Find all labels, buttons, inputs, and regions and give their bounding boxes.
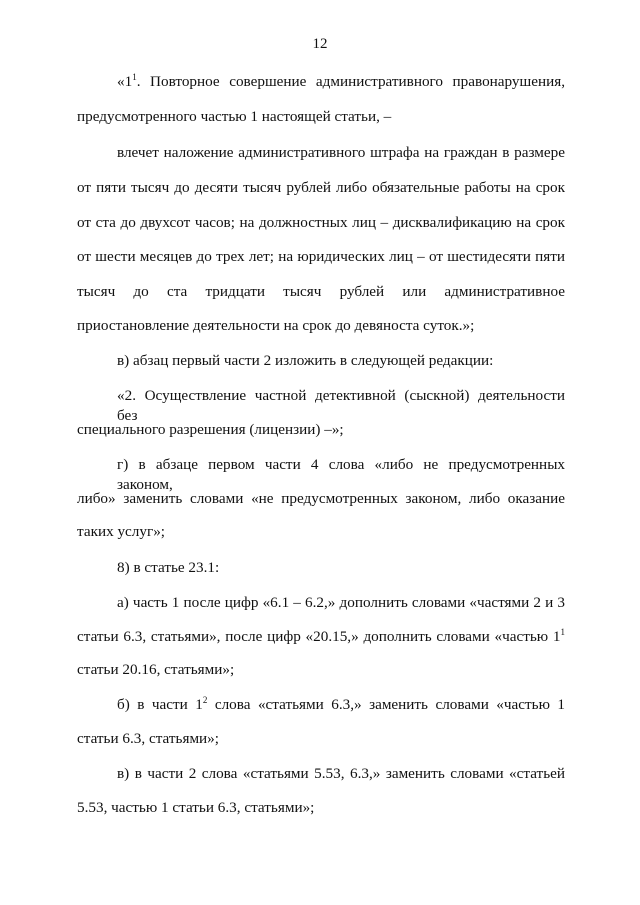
superscript: 1 bbox=[560, 626, 565, 637]
paragraph-line: а) часть 1 после цифр «6.1 – 6.2,» дополнить словами «частями 2 и 3 bbox=[117, 594, 565, 611]
paragraph-line: г) в абзаце первом части 4 слова «либо не предусмотренных законом, bbox=[117, 456, 565, 493]
superscript: 2 bbox=[202, 694, 208, 705]
paragraph-line: 8) в статье 23.1: bbox=[117, 559, 220, 576]
paragraph-line: от ста до двухсот часов; на должностных лиц – дисквалификацию на срок bbox=[77, 214, 565, 231]
paragraph-line: таких услуг»; bbox=[77, 523, 166, 540]
paragraph-line: специального разрешения (лицензии) –»; bbox=[77, 421, 344, 438]
paragraph-line: 5.53, частью 1 статьи 6.3, статьями»; bbox=[77, 799, 315, 816]
paragraph-line: в) абзац первый части 2 изложить в следующей редакции: bbox=[117, 352, 494, 369]
paragraph-line: «$1^1$. Повторное совершение административного правонарушения, bbox=[117, 71, 565, 90]
paragraph-line: либо» заменить словами «не предусмотренных законом, либо оказание bbox=[77, 490, 565, 507]
paragraph-line: «2. Осуществление частной детективной (сыскной) деятельности без bbox=[117, 387, 565, 424]
paragraph-line: статьи 6.3, статьями»; bbox=[77, 730, 219, 747]
superscript: 1 bbox=[132, 71, 137, 82]
page-number: 12 bbox=[312, 36, 328, 52]
paragraph-line: тысяч до ста тридцати тысяч рублей или административное bbox=[77, 283, 565, 300]
paragraph-line: статьи 6.3, статьями», после цифр «20.15,» дополнить словами «частью $1^1$ bbox=[77, 626, 565, 645]
paragraph-line: влечет наложение административного штрафа на граждан в размере bbox=[117, 144, 565, 161]
paragraph-line: от пяти тысяч до десяти тысяч рублей либо обязательные работы на срок bbox=[77, 179, 565, 196]
paragraph-line: от шести месяцев до трех лет; на юридических лиц – от шестидесяти пяти bbox=[77, 248, 565, 265]
paragraph-line: статьи 20.16, статьями»; bbox=[77, 661, 235, 678]
paragraph-line: в) в части 2 слова «статьями 5.53, 6.3,» заменить словами «статьей bbox=[117, 765, 565, 782]
paragraph-line: б) в части $1^2$ слова «статьями 6.3,» заменить словами «частью 1 bbox=[117, 694, 565, 713]
paragraph-line: приостановление деятельности на срок до девяноста суток.»; bbox=[77, 317, 475, 334]
paragraph-line: предусмотренного частью 1 настоящей статьи, – bbox=[77, 108, 392, 125]
